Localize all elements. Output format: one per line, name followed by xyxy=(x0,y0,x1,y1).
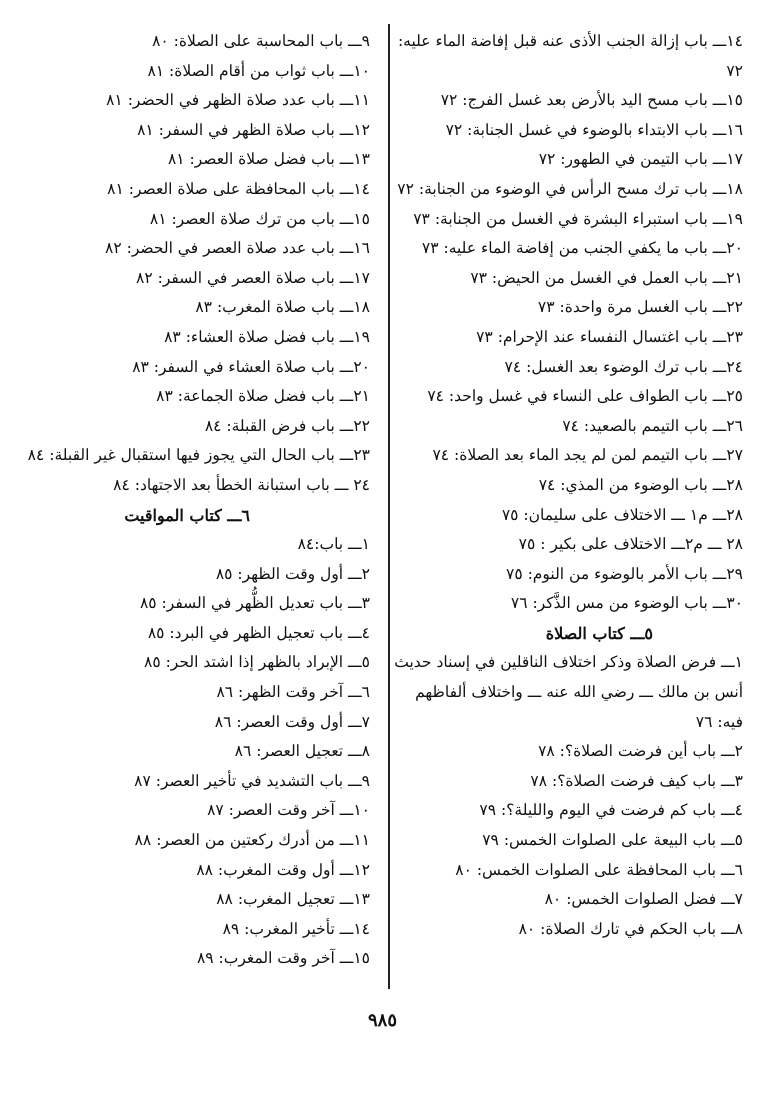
index-entry: ٢٢ـــ باب فرض القبلة: ٨٤ xyxy=(204,416,370,435)
index-entry: ٣ـــ باب كيف فرضت الصلاة؟: ٧٨ xyxy=(530,771,743,790)
index-entry: ٥ـــ باب البيعة على الصلوات الخمس: ٧٩ xyxy=(482,831,743,850)
index-entry: ٧ـــ فضل الصلوات الخمس: ٨٠ xyxy=(544,890,743,909)
index-entry: ١ـــ فرض الصلاة وذكر اختلاف الناقلين في إسناد حديث أنس بن مالك ـــ رضي الله عنه ـــ واختلاف ألفاظهم فيه: ٧٦ xyxy=(394,653,743,731)
index-entry: ١٠ـــ باب ثواب من أقام الصلاة: ٨١ xyxy=(147,61,370,80)
index-entry: ٢٣ـــ باب اغتسال النفساء عند الإحرام: ٧٣ xyxy=(476,327,743,346)
index-column-right xyxy=(388,27,743,944)
index-entry: ٢٠ـــ باب ما يكفي الجنب من إفاضة الماء عليه: ٧٣ xyxy=(421,239,743,258)
index-entry: ١٦ـــ باب الابتداء بالوضوء في غسل الجنابة: ٧٢ xyxy=(445,120,743,139)
index-entry: ١٤ـــ تأخير المغرب: ٨٩ xyxy=(222,919,370,938)
index-entry: ١٥ـــ باب مسح اليد بالأرض بعد غسل الفرج: ٧٢ xyxy=(440,91,743,110)
index-entry: ١٩ـــ باب استبراء البشرة في الغسل من الجنابة: ٧٣ xyxy=(413,209,743,228)
index-entry: ٨ـــ باب الحكم في تارك الصلاة: ٨٠ xyxy=(518,919,743,938)
index-entry: ٢٣ـــ باب الحال التي يجوز فيها استقبال غير القبلة: ٨٤ xyxy=(27,446,370,465)
index-entry: ٤ـــ باب كم فرضت في اليوم والليلة؟: ٧٩ xyxy=(479,801,743,820)
index-entry: ١٤ـــ باب إزالة الجنب الأذى عنه قبل إفاضة الماء عليه: ٧٢ xyxy=(397,32,743,80)
index-entry: ٢١ـــ باب العمل في الغسل من الحيض: ٧٣ xyxy=(470,268,743,287)
page-number: ٩٨٥ xyxy=(367,1010,397,1031)
index-entry: ١٧ـــ باب صلاة العصر في السفر: ٨٢ xyxy=(136,268,370,287)
index-entry: ١١ـــ من أدرك ركعتين من العصر: ٨٨ xyxy=(134,831,370,850)
section-heading: ٥ـــ كتاب الصلاة xyxy=(545,623,653,643)
index-entry: ٢ـــ أول وقت الظهر: ٨٥ xyxy=(215,564,370,583)
index-entry: ١٣ـــ تعجيل المغرب: ٨٨ xyxy=(216,890,370,909)
index-entry: ٢٥ـــ باب الطواف على النساء في غسل واحد: ٧٤ xyxy=(427,387,743,406)
column-divider xyxy=(388,24,390,989)
index-entry: ١٧ـــ باب التيمن في الطهور: ٧٢ xyxy=(538,150,743,169)
index-entry: ١٢ـــ باب صلاة الظهر في السفر: ٨١ xyxy=(137,120,370,139)
index-entry: ٢٨ ـــ م٢ـــ الاختلاف على بكير : ٧٥ xyxy=(518,535,743,554)
index-entry: ١٤ـــ باب المحافظة على صلاة العصر: ٨١ xyxy=(107,179,370,198)
index-entry: ٢٠ـــ باب صلاة العشاء في السفر: ٨٣ xyxy=(132,357,370,376)
index-entry: ٦ـــ آخر وقت الظهر: ٨٦ xyxy=(216,683,370,702)
index-entry: ٢٨ـــ باب الوضوء من المذي: ٧٤ xyxy=(538,475,743,494)
index-entry: ١٨ـــ باب صلاة المغرب: ٨٣ xyxy=(195,298,370,317)
index-entry: ١٠ـــ آخر وقت العصر: ٨٧ xyxy=(207,801,370,820)
index-entry: ٣ـــ باب تعديل الظُّهر في السفر: ٨٥ xyxy=(139,594,370,613)
index-entry: ٩ـــ باب المحاسبة على الصلاة: ٨٠ xyxy=(152,32,370,50)
index-entry: ٢٩ـــ باب الأمر بالوضوء من النوم: ٧٥ xyxy=(506,564,743,583)
index-entry: ١ـــ باب:٨٤ xyxy=(297,535,370,554)
index-entry: ١٣ـــ باب فضل صلاة العصر: ٨١ xyxy=(167,150,370,169)
index-entry: ١٥ـــ باب من ترك صلاة العصر: ٨١ xyxy=(149,209,370,228)
index-entry: ٨ـــ تعجيل العصر: ٨٦ xyxy=(234,742,370,761)
index-entry: ١١ـــ باب عدد صلاة الظهر في الحضر: ٨١ xyxy=(106,91,370,110)
section-heading: ٦ـــ كتاب المواقيت xyxy=(124,505,250,525)
index-entry: ١٥ـــ آخر وقت المغرب: ٨٩ xyxy=(196,949,370,968)
index-entry: ٢١ـــ باب فضل صلاة الجماعة: ٨٣ xyxy=(156,387,370,406)
index-entry: ٢٢ـــ باب الغسل مرة واحدة: ٧٣ xyxy=(537,298,743,317)
index-entry: ٩ـــ باب التشديد في تأخير العصر: ٨٧ xyxy=(134,771,370,790)
index-entry: ١٩ـــ باب فضل صلاة العشاء: ٨٣ xyxy=(164,327,370,346)
index-entry: ٢ـــ باب أين فرضت الصلاة؟: ٧٨ xyxy=(538,742,743,761)
index-entry: ٥ـــ الإبراد بالظهر إذا اشتد الحر: ٨٥ xyxy=(144,653,370,672)
index-entry: ٣٠ـــ باب الوضوء من مس الذَّكر: ٧٦ xyxy=(510,594,743,613)
index-entry: ١٦ـــ باب عدد صلاة العصر في الحضر: ٨٢ xyxy=(105,239,370,258)
index-entry: ٢٤ـــ باب ترك الوضوء بعد الغسل: ٧٤ xyxy=(504,357,743,376)
index-entry: ٢٨ـــ م١ ـــ الاختلاف على سليمان: ٧٥ xyxy=(501,505,743,524)
index-entry: ١٢ـــ أول وقت المغرب: ٨٨ xyxy=(196,860,370,879)
index-entry: ٦ـــ باب المحافظة على الصلوات الخمس: ٨٠ xyxy=(455,860,743,879)
index-entry: ٢٦ـــ باب التيمم بالصعيد: ٧٤ xyxy=(562,416,743,435)
index-entry: ٢٧ـــ باب التيمم لمن لم يجد الماء بعد الصلاة: ٧٤ xyxy=(432,446,743,465)
index-entry: ٧ـــ أول وقت العصر: ٨٦ xyxy=(214,712,370,731)
index-column-left xyxy=(15,27,370,974)
index-entry: ١٨ـــ باب ترك مسح الرأس في الوضوء من الجنابة: ٧٢ xyxy=(397,179,743,198)
index-entry: ٤ـــ باب تعجيل الظهر في البرد: ٨٥ xyxy=(147,623,370,642)
index-entry: ٢٤ ـــ باب استبانة الخطأ بعد الاجتهاد: ٨٤ xyxy=(113,475,370,494)
